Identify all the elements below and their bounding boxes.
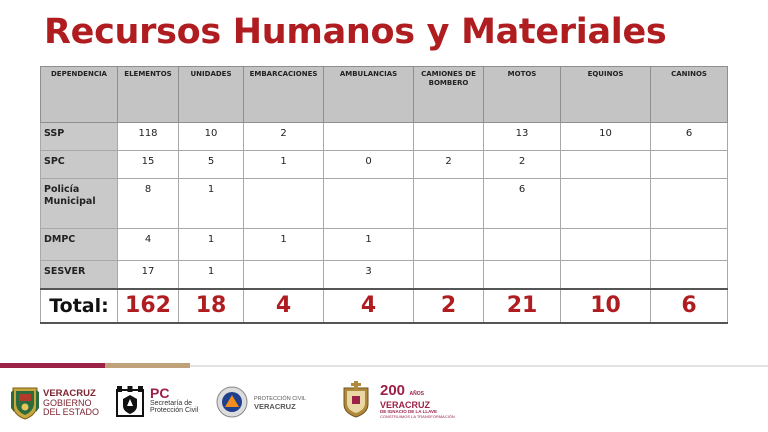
civil-protection-icon	[216, 386, 248, 418]
table-row	[41, 229, 728, 261]
pc-secretaria-logo	[114, 384, 146, 420]
footer-band-gold	[105, 363, 190, 368]
proteccion-civil-veracruz-text	[254, 397, 306, 411]
veracruz-shield-icon	[10, 384, 40, 420]
column-header: EQUINOS	[561, 67, 651, 123]
table-row	[41, 123, 728, 151]
anniv-tiny: CONSTRUIMOS LA TRANSFORMACIÓN	[380, 413, 455, 419]
table-cell	[651, 229, 728, 261]
table-cell: 1	[244, 229, 324, 261]
dependency-cell: SESVER	[41, 261, 118, 289]
resources-table	[40, 66, 728, 324]
table-row	[41, 179, 728, 229]
column-header: UNIDADES	[179, 67, 244, 123]
table-cell	[414, 179, 484, 229]
dependency-cell: SSP	[41, 123, 118, 151]
anniv-number: 200	[380, 382, 406, 399]
dependency-cell: DMPC	[41, 229, 118, 261]
table-header-row	[41, 67, 728, 123]
veracruz-government-text	[43, 389, 99, 418]
total-cell: 4	[324, 289, 414, 323]
table-cell: 6	[651, 123, 728, 151]
column-header: AMBULANCIAS	[324, 67, 414, 123]
veracruz-200-text	[380, 383, 455, 419]
table-cell: 15	[118, 151, 179, 179]
pc-line1: Secretaría de	[150, 400, 193, 407]
pcv-line1: PROTECCIÓN CIVIL	[254, 396, 306, 402]
table-cell	[244, 179, 324, 229]
table-cell: 1	[179, 229, 244, 261]
table-cell: 17	[118, 261, 179, 289]
veracruz-200-seal	[340, 380, 372, 418]
table-cell: 1	[324, 229, 414, 261]
table-cell: 10	[561, 123, 651, 151]
table-row	[41, 261, 728, 289]
column-header: CAMIONES DE BOMBERO	[414, 67, 484, 123]
table-cell	[561, 229, 651, 261]
pc-secretaria-text	[150, 386, 198, 415]
gobierno-label: GOBIERNO	[43, 397, 92, 408]
table-cell	[324, 123, 414, 151]
anniv-sub: DE IGNACIO DE LA LLAVE	[380, 408, 438, 414]
table-cell	[414, 261, 484, 289]
table-row	[41, 151, 728, 179]
total-cell: 6	[651, 289, 728, 323]
page-title: Recursos Humanos y Materiales	[44, 12, 667, 52]
total-row	[41, 289, 728, 323]
total-cell: 162	[118, 289, 179, 323]
table-cell	[484, 261, 561, 289]
anniv-small: AÑOS	[409, 391, 424, 397]
pcv-line2: VERACRUZ	[254, 401, 296, 411]
estado-label: DEL ESTADO	[43, 407, 100, 418]
table-cell: 2	[244, 123, 324, 151]
total-cell: 10	[561, 289, 651, 323]
total-cell: 18	[179, 289, 244, 323]
table-cell	[484, 229, 561, 261]
table-cell	[414, 229, 484, 261]
table-cell	[561, 261, 651, 289]
table-cell: 10	[179, 123, 244, 151]
total-label: Total:	[41, 289, 118, 323]
footer-band-maroon	[0, 363, 105, 368]
table-cell: 118	[118, 123, 179, 151]
table-cell	[324, 179, 414, 229]
table-cell	[244, 261, 324, 289]
total-cell: 4	[244, 289, 324, 323]
table-cell: 5	[179, 151, 244, 179]
table-cell: 4	[118, 229, 179, 261]
fortress-icon	[114, 384, 146, 420]
veracruz-government-logo	[10, 384, 40, 420]
table-cell	[651, 179, 728, 229]
column-header: DEPENDENCIA	[41, 67, 118, 123]
table-cell: 1	[179, 179, 244, 229]
table-cell: 6	[484, 179, 561, 229]
table-cell	[651, 151, 728, 179]
proteccion-civil-veracruz-logo	[216, 386, 248, 418]
table-cell: 0	[324, 151, 414, 179]
table-cell: 2	[414, 151, 484, 179]
anniv-name: VERACRUZ	[380, 399, 431, 410]
total-cell: 21	[484, 289, 561, 323]
dependency-cell: Policía Municipal	[41, 179, 118, 229]
table-cell: 1	[244, 151, 324, 179]
table-cell: 13	[484, 123, 561, 151]
column-header: CANINOS	[651, 67, 728, 123]
table-cell: 1	[179, 261, 244, 289]
column-header: MOTOS	[484, 67, 561, 123]
table-cell	[414, 123, 484, 151]
pc-line2: Protección Civil	[150, 407, 199, 415]
total-cell: 2	[414, 289, 484, 323]
column-header: EMBARCACIONES	[244, 67, 324, 123]
table-cell: 2	[484, 151, 561, 179]
pc-abbr: PC	[150, 385, 170, 401]
table-cell	[561, 179, 651, 229]
table-cell	[651, 261, 728, 289]
dependency-cell: SPC	[41, 151, 118, 179]
footer-divider	[190, 365, 768, 367]
table-cell: 3	[324, 261, 414, 289]
veracruz-label: VERACRUZ	[43, 388, 96, 399]
column-header: ELEMENTOS	[118, 67, 179, 123]
table-cell	[561, 151, 651, 179]
coat-of-arms-icon	[340, 380, 372, 418]
table-cell: 8	[118, 179, 179, 229]
